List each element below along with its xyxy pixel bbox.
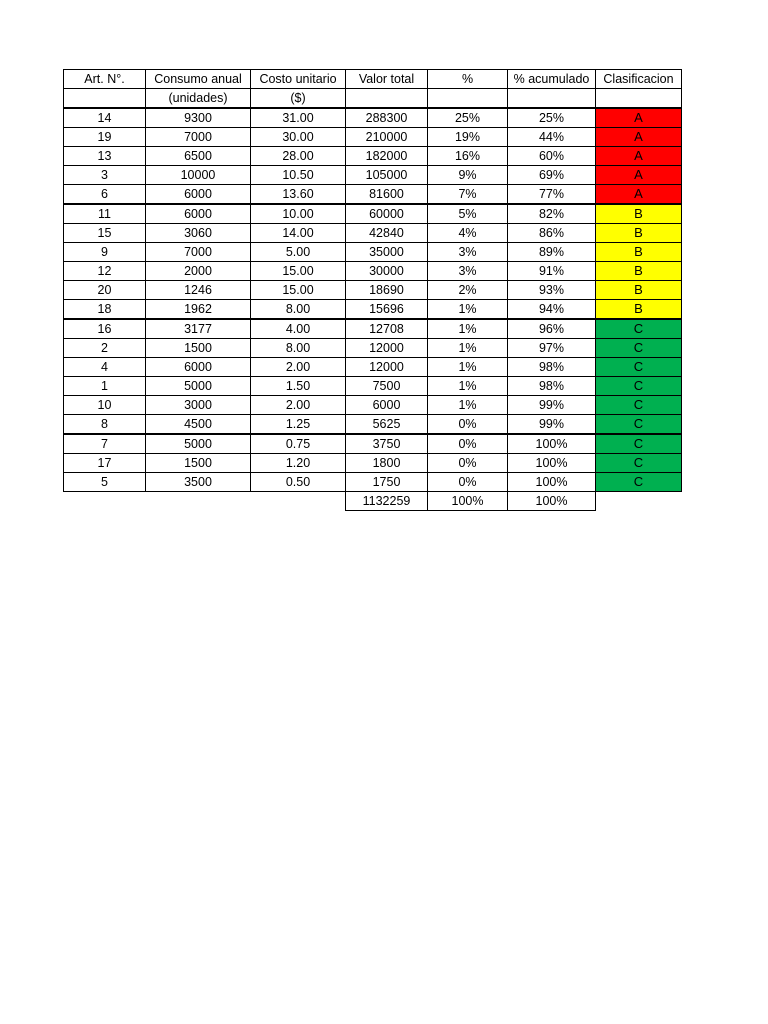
cell-consumo: 1500: [146, 454, 251, 473]
cell-costo: 8.00: [251, 339, 346, 358]
totals-empty-costo: [251, 492, 346, 511]
header-pct: %: [428, 70, 508, 89]
subheader-pct: [428, 89, 508, 109]
cell-valor: 6000: [346, 396, 428, 415]
table-row: [64, 243, 682, 262]
cell-costo: 4.00: [251, 319, 346, 339]
total-valor: 1132259: [346, 492, 428, 511]
cell-acum: 89%: [508, 243, 596, 262]
cell-clasif: B: [596, 243, 682, 262]
cell-clasif: C: [596, 396, 682, 415]
cell-valor: 210000: [346, 128, 428, 147]
cell-pct: 1%: [428, 319, 508, 339]
cell-costo: 0.75: [251, 434, 346, 454]
cell-pct: 25%: [428, 108, 508, 128]
cell-valor: 15696: [346, 300, 428, 320]
cell-costo: 30.00: [251, 128, 346, 147]
cell-acum: 94%: [508, 300, 596, 320]
table-row: [64, 434, 682, 454]
cell-art: 6: [64, 185, 146, 205]
cell-clasif: A: [596, 166, 682, 185]
table-row: [64, 396, 682, 415]
cell-costo: 15.00: [251, 262, 346, 281]
cell-clasif: C: [596, 377, 682, 396]
cell-costo: 1.50: [251, 377, 346, 396]
cell-clasif: C: [596, 319, 682, 339]
cell-pct: 0%: [428, 473, 508, 492]
cell-consumo: 3060: [146, 224, 251, 243]
subheader-costo: ($): [251, 89, 346, 109]
cell-acum: 97%: [508, 339, 596, 358]
cell-acum: 99%: [508, 415, 596, 435]
cell-consumo: 7000: [146, 128, 251, 147]
cell-consumo: 6000: [146, 358, 251, 377]
cell-acum: 99%: [508, 396, 596, 415]
cell-clasif: B: [596, 281, 682, 300]
cell-acum: 25%: [508, 108, 596, 128]
table-row: [64, 300, 682, 320]
cell-art: 13: [64, 147, 146, 166]
header-consumo: Consumo anual: [146, 70, 251, 89]
table-row: [64, 166, 682, 185]
cell-valor: 182000: [346, 147, 428, 166]
subheader-art: [64, 89, 146, 109]
cell-costo: 1.25: [251, 415, 346, 435]
table-row: [64, 473, 682, 492]
cell-pct: 0%: [428, 434, 508, 454]
total-acum: 100%: [508, 492, 596, 511]
total-pct: 100%: [428, 492, 508, 511]
table-row: [64, 281, 682, 300]
table-row: [64, 339, 682, 358]
cell-costo: 1.20: [251, 454, 346, 473]
cell-art: 1: [64, 377, 146, 396]
cell-acum: 69%: [508, 166, 596, 185]
cell-consumo: 6500: [146, 147, 251, 166]
totals-empty-clasif: [596, 492, 682, 511]
cell-clasif: C: [596, 434, 682, 454]
cell-art: 4: [64, 358, 146, 377]
cell-valor: 81600: [346, 185, 428, 205]
table-row: [64, 358, 682, 377]
cell-consumo: 3500: [146, 473, 251, 492]
cell-art: 20: [64, 281, 146, 300]
cell-consumo: 1246: [146, 281, 251, 300]
cell-acum: 96%: [508, 319, 596, 339]
cell-consumo: 6000: [146, 185, 251, 205]
cell-acum: 91%: [508, 262, 596, 281]
cell-pct: 2%: [428, 281, 508, 300]
cell-costo: 0.50: [251, 473, 346, 492]
cell-acum: 93%: [508, 281, 596, 300]
cell-costo: 13.60: [251, 185, 346, 205]
table-row: [64, 377, 682, 396]
cell-pct: 7%: [428, 185, 508, 205]
cell-consumo: 10000: [146, 166, 251, 185]
cell-costo: 28.00: [251, 147, 346, 166]
cell-clasif: A: [596, 147, 682, 166]
cell-consumo: 5000: [146, 434, 251, 454]
subheader-row: [64, 89, 682, 109]
cell-valor: 12000: [346, 358, 428, 377]
header-acum: % acumulado: [508, 70, 596, 89]
cell-consumo: 3177: [146, 319, 251, 339]
table-row: [64, 204, 682, 224]
cell-costo: 10.50: [251, 166, 346, 185]
cell-pct: 9%: [428, 166, 508, 185]
cell-valor: 42840: [346, 224, 428, 243]
cell-valor: 105000: [346, 166, 428, 185]
cell-pct: 0%: [428, 454, 508, 473]
cell-valor: 18690: [346, 281, 428, 300]
cell-art: 9: [64, 243, 146, 262]
cell-consumo: 1962: [146, 300, 251, 320]
cell-pct: 16%: [428, 147, 508, 166]
cell-clasif: A: [596, 185, 682, 205]
cell-pct: 19%: [428, 128, 508, 147]
cell-acum: 86%: [508, 224, 596, 243]
cell-consumo: 2000: [146, 262, 251, 281]
cell-acum: 98%: [508, 377, 596, 396]
table-row: [64, 319, 682, 339]
table-row: [64, 224, 682, 243]
table-row: [64, 454, 682, 473]
cell-clasif: C: [596, 339, 682, 358]
subheader-acum: [508, 89, 596, 109]
cell-pct: 1%: [428, 358, 508, 377]
cell-consumo: 7000: [146, 243, 251, 262]
cell-acum: 77%: [508, 185, 596, 205]
cell-art: 7: [64, 434, 146, 454]
cell-costo: 14.00: [251, 224, 346, 243]
table-row: [64, 415, 682, 435]
cell-valor: 3750: [346, 434, 428, 454]
cell-valor: 12708: [346, 319, 428, 339]
cell-clasif: B: [596, 300, 682, 320]
totals-empty-consumo: [146, 492, 251, 511]
cell-art: 19: [64, 128, 146, 147]
cell-costo: 2.00: [251, 396, 346, 415]
cell-consumo: 5000: [146, 377, 251, 396]
totals-row: [64, 492, 682, 511]
cell-valor: 1750: [346, 473, 428, 492]
cell-pct: 0%: [428, 415, 508, 435]
cell-acum: 98%: [508, 358, 596, 377]
subheader-consumo: (unidades): [146, 89, 251, 109]
totals-empty-art: [64, 492, 146, 511]
cell-consumo: 9300: [146, 108, 251, 128]
cell-clasif: B: [596, 262, 682, 281]
cell-consumo: 4500: [146, 415, 251, 435]
cell-pct: 1%: [428, 339, 508, 358]
table-row: [64, 108, 682, 128]
cell-costo: 2.00: [251, 358, 346, 377]
cell-art: 10: [64, 396, 146, 415]
cell-acum: 44%: [508, 128, 596, 147]
cell-costo: 31.00: [251, 108, 346, 128]
cell-art: 14: [64, 108, 146, 128]
cell-art: 2: [64, 339, 146, 358]
cell-art: 12: [64, 262, 146, 281]
cell-consumo: 1500: [146, 339, 251, 358]
cell-consumo: 3000: [146, 396, 251, 415]
cell-consumo: 6000: [146, 204, 251, 224]
header-art: Art. N°.: [64, 70, 146, 89]
cell-acum: 100%: [508, 473, 596, 492]
cell-pct: 3%: [428, 243, 508, 262]
cell-art: 3: [64, 166, 146, 185]
table-row: [64, 262, 682, 281]
cell-valor: 1800: [346, 454, 428, 473]
cell-clasif: C: [596, 415, 682, 435]
header-costo: Costo unitario: [251, 70, 346, 89]
cell-art: 8: [64, 415, 146, 435]
table-row: [64, 185, 682, 205]
cell-valor: 60000: [346, 204, 428, 224]
cell-acum: 60%: [508, 147, 596, 166]
table-row: [64, 147, 682, 166]
cell-clasif: A: [596, 108, 682, 128]
cell-costo: 5.00: [251, 243, 346, 262]
header-clasif: Clasificacion: [596, 70, 682, 89]
abc-classification-table: [63, 69, 682, 511]
subheader-clasif: [596, 89, 682, 109]
cell-valor: 7500: [346, 377, 428, 396]
cell-clasif: C: [596, 473, 682, 492]
cell-pct: 1%: [428, 377, 508, 396]
abc-classification-table-area: [63, 69, 682, 511]
cell-valor: 5625: [346, 415, 428, 435]
subheader-valor: [346, 89, 428, 109]
cell-art: 11: [64, 204, 146, 224]
cell-pct: 1%: [428, 396, 508, 415]
cell-clasif: B: [596, 224, 682, 243]
cell-valor: 12000: [346, 339, 428, 358]
cell-art: 16: [64, 319, 146, 339]
header-row: [64, 70, 682, 89]
cell-costo: 8.00: [251, 300, 346, 320]
header-valor: Valor total: [346, 70, 428, 89]
cell-art: 5: [64, 473, 146, 492]
cell-valor: 288300: [346, 108, 428, 128]
cell-clasif: B: [596, 204, 682, 224]
cell-costo: 15.00: [251, 281, 346, 300]
table-row: [64, 128, 682, 147]
cell-clasif: A: [596, 128, 682, 147]
cell-art: 15: [64, 224, 146, 243]
cell-acum: 100%: [508, 434, 596, 454]
cell-clasif: C: [596, 358, 682, 377]
cell-valor: 35000: [346, 243, 428, 262]
cell-acum: 100%: [508, 454, 596, 473]
cell-pct: 1%: [428, 300, 508, 320]
cell-art: 17: [64, 454, 146, 473]
cell-pct: 5%: [428, 204, 508, 224]
cell-acum: 82%: [508, 204, 596, 224]
cell-art: 18: [64, 300, 146, 320]
cell-valor: 30000: [346, 262, 428, 281]
cell-pct: 3%: [428, 262, 508, 281]
cell-pct: 4%: [428, 224, 508, 243]
cell-costo: 10.00: [251, 204, 346, 224]
cell-clasif: C: [596, 454, 682, 473]
